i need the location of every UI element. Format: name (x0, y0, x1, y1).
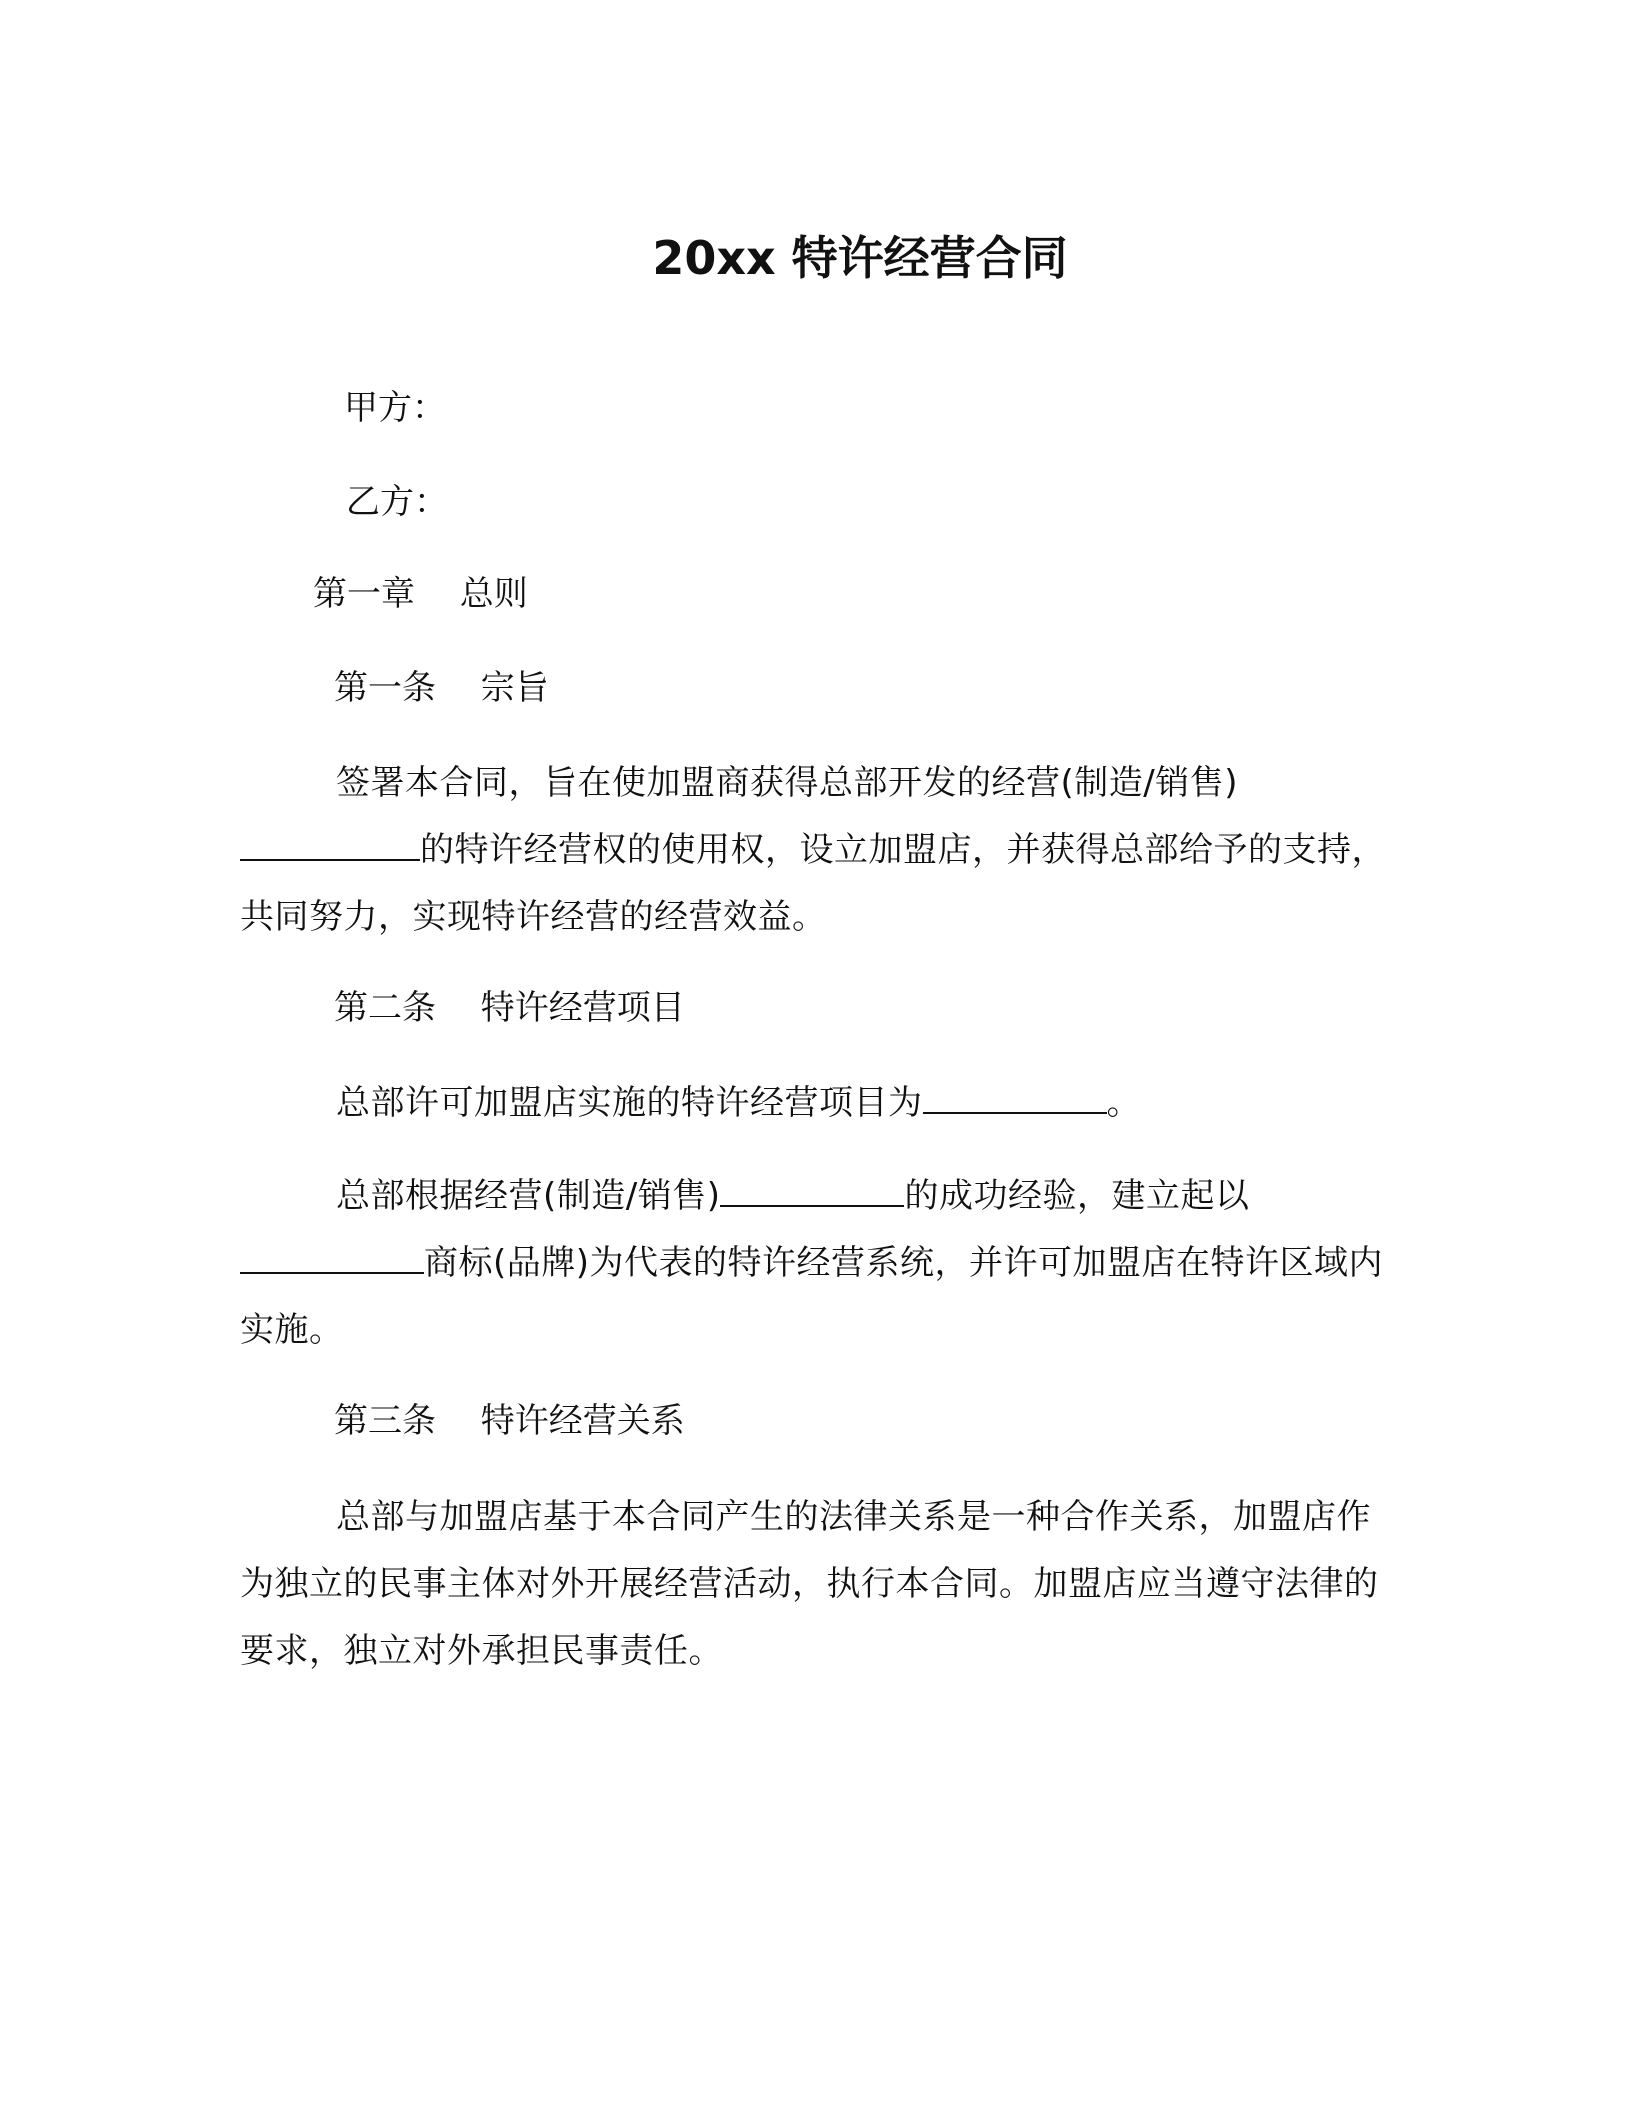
article-2-p2-text-a: 总部根据经营(制造/销售) (336, 1176, 721, 1216)
article-1-text-a: 签署本合同，旨在使加盟商获得总部开发的经营(制造/销售) (336, 763, 1238, 803)
fill-in-blank (720, 1175, 904, 1207)
article-1-paragraph (240, 750, 1390, 951)
article-3-paragraph: 总部与加盟店基于本合同产生的法律关系是一种合作关系，加盟店作为独立的民事主体对外开展经营活动，执行本合同。加盟店应当遵守法律的要求，独立对外承担民事责任。 (240, 1497, 1379, 1671)
article-2-paragraph-2 (240, 1163, 1390, 1364)
article-2-p2-text-c: 商标(品牌)为代表的特许经营系统，并许可加盟店在特许区域内实施。 (240, 1243, 1384, 1350)
fill-in-blank (240, 829, 420, 861)
article-2-p2-text-b: 的成功经验，建立起以 (904, 1176, 1250, 1216)
article-2-paragraph-1 (240, 1070, 1390, 1137)
party-a-label: 甲方： (344, 388, 446, 428)
party-b-label: 乙方： (346, 482, 448, 522)
fill-in-blank (240, 1242, 424, 1274)
document-title: 20xx 特许经营合同 (652, 231, 1068, 285)
article-3-heading: 第三条 特许经营关系 (334, 1401, 685, 1441)
article-2-p1-text-b: 。 (1106, 1083, 1141, 1123)
article-1-heading: 第一条 宗旨 (334, 668, 549, 708)
article-2-p1-text-a: 总部许可加盟店实施的特许经营项目为 (336, 1083, 923, 1123)
article-2-heading: 第二条 特许经营项目 (334, 988, 685, 1028)
fill-in-blank (923, 1082, 1107, 1114)
chapter-heading: 第一章 总则 (313, 574, 528, 614)
article-1-text-b: 的特许经营权的使用权，设立加盟店，并获得总部给予的支持，共同努力，实现特许经营的经营效益。 (240, 830, 1386, 937)
